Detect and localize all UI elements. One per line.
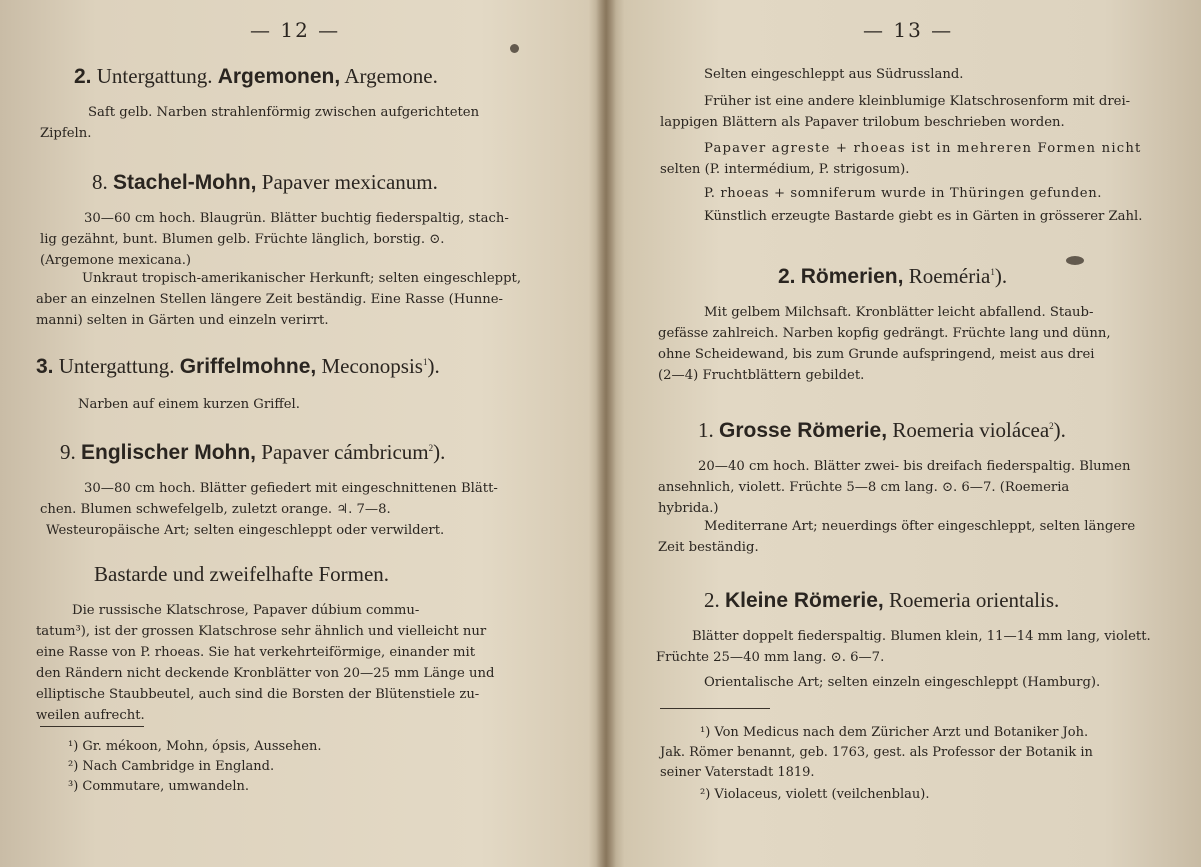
paragraph: 30—80 cm hoch. Blätter gefiedert mit eingeschnittenen Blätt- chen. Blumen schwefelgelb, zuletzt orange. ♃. 7—8. Westeuropäische Art; selten eingeschleppt oder verwildert.: [40, 481, 498, 538]
page-number: — 12 —: [250, 18, 341, 42]
paragraph: Narben auf einem kurzen Griffel.: [78, 397, 300, 412]
ink-spot: [510, 44, 519, 53]
paragraph: Früher ist eine andere kleinblumige Klatschrosenform mit drei- lappigen Blättern als Papaver trilobum beschrieben worden.: [660, 94, 1131, 130]
paragraph: Die russische Klatschrose, Papaver dúbium commu- tatum³), ist der grossen Klatschrose sehr ähnlich und vielleicht nur eine Rasse von P. rhoeas. Sie hat verkehrteiförmige, einander mit den Rändern nicht deckende Kronblätter von 20—25 mm Länge und elliptische Staubbeutel, auch sind die Borsten der Blütenstiele zu- weilen aufrecht.: [36, 603, 495, 723]
paragraph: 30—60 cm hoch. Blaugrün. Blätter buchtig fiederspaltig, stach- lig gezähnt, bunt. Blumen gelb. Früchte länglich, borstig. ⊙. (Argemone mexicana.): [40, 211, 509, 268]
heading-roemerien: 2. Römerien, Roeméria$^1$).: [778, 264, 1008, 288]
paragraph: Orientalische Art; selten einzeln eingeschleppt (Hamburg).: [704, 675, 1101, 690]
footnote: ²) Violaceus, violett (veilchenblau).: [700, 787, 930, 802]
paragraph: Künstlich erzeugte Bastarde giebt es in Gärten in grösserer Zahl.: [704, 209, 1143, 224]
footnote-rule: [660, 708, 770, 709]
paragraph: Blätter doppelt fiederspaltig. Blumen klein, 11—14 mm lang, violett. Früchte 25—40 mm lang. ⊙. 6—7.: [656, 629, 1151, 665]
footnote: ³) Commutare, umwandeln.: [68, 779, 249, 794]
right-page: [608, 0, 1201, 867]
heading-kleine-roemerie: 2. Kleine Römerie, Roemeria orientalis.: [704, 588, 1060, 612]
heading-englischer-mohn: 9. Englischer Mohn, Papaver cámbricum$^2$).: [60, 440, 446, 464]
paragraph: P. rhoeas + somniferum wurde in Thüringen gefunden.: [704, 186, 1103, 201]
heading-grosse-roemerie: 1. Grosse Römerie, Roemeria violácea$^2$).: [698, 418, 1066, 442]
heading-bastarde: Bastarde und zweifelhafte Formen.: [94, 562, 390, 586]
paragraph: Papaver agreste + rhoeas ist in mehreren Formen nicht selten (P. intermédium, P. strigosum).: [660, 141, 1142, 177]
paragraph: Selten eingeschleppt aus Südrussland.: [704, 67, 964, 82]
heading-argemonen: 2. Untergattung. Argemonen, Argemone.: [74, 64, 438, 88]
page-number: — 13 —: [863, 18, 954, 42]
heading-stachel-mohn: 8. Stachel-Mohn, Papaver mexicanum.: [92, 170, 438, 194]
footnote: ²) Nach Cambridge in England.: [68, 759, 275, 774]
footnote: ¹) Gr. mékoon, Mohn, ópsis, Aussehen.: [68, 739, 322, 754]
paragraph: Mit gelbem Milchsaft. Kronblätter leicht abfallend. Staub- gefässe zahlreich. Narben kopfig gedrängt. Früchte lang und dünn, ohne Scheidewand, bis zum Grunde aufspringend, meist aus drei (2—4) Fruchtblättern gebildet.: [658, 305, 1111, 383]
footnote: ¹) Von Medicus nach dem Züricher Arzt und Botaniker Joh.: [700, 725, 1089, 740]
paragraph: Saft gelb. Narben strahlenförmig zwischen aufgerichteten Zipfeln.: [40, 105, 480, 141]
paragraph: Unkraut tropisch-amerikanischer Herkunft; selten eingeschleppt, aber an einzelnen Stellen längere Zeit beständig. Eine Rasse (Hunne- manni) selten in Gärten und einzeln verirrt.: [36, 271, 522, 328]
heading-griffelmohne: 3. Untergattung. Griffelmohne, Meconopsis$^1$).: [36, 354, 440, 378]
ink-spot: [1066, 256, 1084, 265]
footnote: seiner Vaterstadt 1819.: [660, 765, 815, 780]
footnote: Jak. Römer benannt, geb. 1763, gest. als Professor der Botanik in: [660, 745, 1093, 760]
footnote-rule: [40, 726, 144, 727]
paragraph: Mediterrane Art; neuerdings öfter eingeschleppt, selten längere Zeit beständig.: [658, 519, 1136, 555]
paragraph: 20—40 cm hoch. Blätter zwei- bis dreifach fiederspaltig. Blumen ansehnlich, violett. Früchte 5—8 cm lang. ⊙. 6—7. (Roemeria hybrida.): [658, 459, 1131, 516]
